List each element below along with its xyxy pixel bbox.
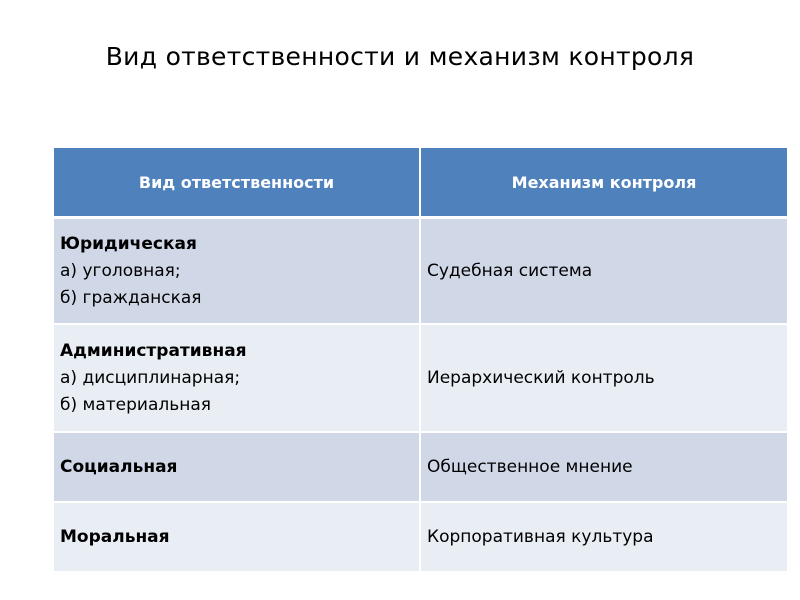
- responsibility-cell: [54, 324, 420, 432]
- table-row: [54, 324, 787, 432]
- responsibility-subtype: б) материальная: [60, 394, 212, 415]
- header-control-mechanism: Механизм контроля: [420, 148, 787, 218]
- mechanism-cell: Общественное мнение: [420, 432, 787, 502]
- mechanism-cell: Судебная система: [420, 218, 787, 325]
- responsibility-subtype: б) гражданская: [60, 287, 202, 308]
- responsibility-name: Юридическая: [60, 233, 197, 254]
- responsibility-cell: [54, 432, 420, 502]
- table-row: [54, 502, 787, 571]
- responsibility-name: Административная: [60, 340, 247, 361]
- responsibility-subtype: а) уголовная;: [60, 260, 181, 281]
- table-row: [54, 432, 787, 502]
- responsibility-subtype: а) дисциплинарная;: [60, 367, 241, 388]
- responsibility-table: [54, 148, 787, 571]
- mechanism-cell: Иерархический контроль: [420, 324, 787, 432]
- responsibility-cell: [54, 218, 420, 325]
- mechanism-cell: Корпоративная культура: [420, 502, 787, 571]
- responsibility-cell: [54, 502, 420, 571]
- slide-title: Вид ответственности и механизм контроля: [105, 42, 695, 71]
- responsibility-name: Социальная: [60, 456, 178, 477]
- table-row: [54, 218, 787, 325]
- header-responsibility-type: Вид ответственности: [54, 148, 420, 218]
- table-header-row: [54, 148, 787, 218]
- responsibility-name: Моральная: [60, 526, 170, 547]
